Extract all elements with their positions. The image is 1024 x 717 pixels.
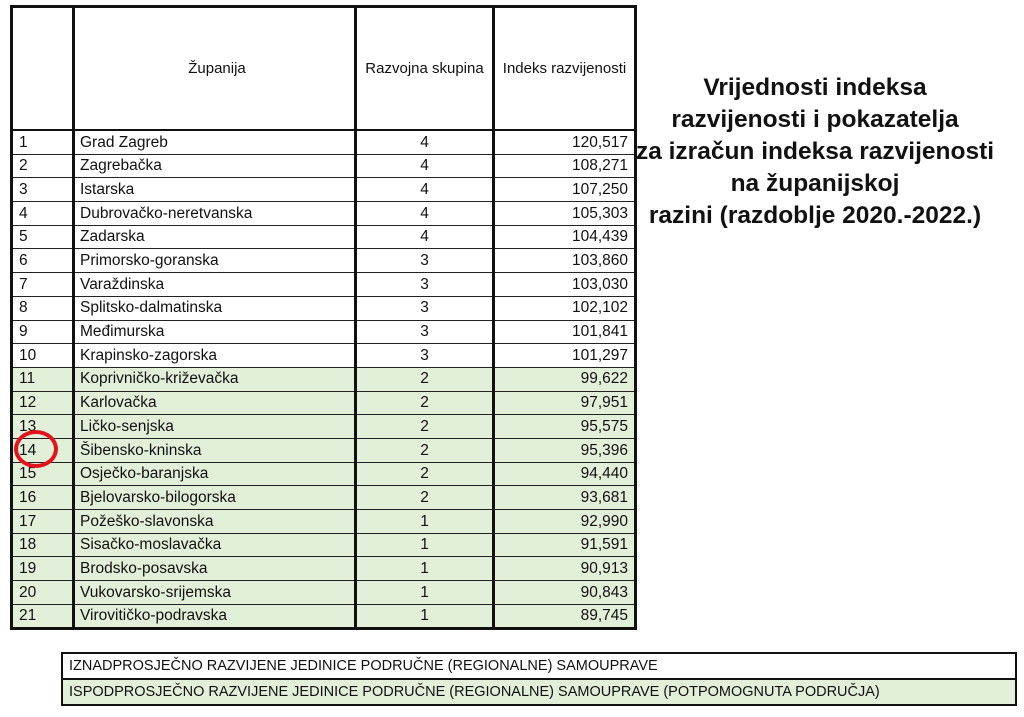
- county-name: Brodsko-posavska: [74, 557, 356, 581]
- county-name: Međimurska: [74, 320, 356, 344]
- development-group: 4: [356, 154, 494, 178]
- row-number: 20: [12, 581, 74, 605]
- county-name: Istarska: [74, 178, 356, 202]
- development-index: 93,681: [494, 486, 636, 510]
- title-line: razini (razdoblje 2020.-2022.): [648, 202, 982, 229]
- development-index-table: [10, 5, 637, 630]
- county-name: Zadarska: [74, 225, 356, 249]
- development-group: 2: [356, 391, 494, 415]
- row-number: 16: [12, 486, 74, 510]
- development-group: 2: [356, 367, 494, 391]
- row-number: 13: [12, 415, 74, 439]
- table-row: [12, 273, 636, 297]
- development-index: 95,396: [494, 438, 636, 462]
- development-group: 1: [356, 533, 494, 557]
- county-name: Dubrovačko-neretvanska: [74, 202, 356, 226]
- header-number: [12, 7, 74, 131]
- county-name: Primorsko-goranska: [74, 249, 356, 273]
- development-group: 1: [356, 581, 494, 605]
- table-row: [12, 486, 636, 510]
- county-name: Bjelovarsko-bilogorska: [74, 486, 356, 510]
- development-index: 105,303: [494, 202, 636, 226]
- development-group: 1: [356, 557, 494, 581]
- development-group: 4: [356, 178, 494, 202]
- table-row: [12, 391, 636, 415]
- county-name: Ličko-senjska: [74, 415, 356, 439]
- row-number: 2: [12, 154, 74, 178]
- county-name: Varaždinska: [74, 273, 356, 297]
- table-row: [12, 367, 636, 391]
- county-name: Splitsko-dalmatinska: [74, 296, 356, 320]
- table-row: [12, 320, 636, 344]
- row-number: 7: [12, 273, 74, 297]
- development-group: 1: [356, 604, 494, 629]
- table-row: [12, 462, 636, 486]
- development-index: 108,271: [494, 154, 636, 178]
- county-name: Krapinsko-zagorska: [74, 344, 356, 368]
- county-name: Sisačko-moslavačka: [74, 533, 356, 557]
- table-row: [12, 154, 636, 178]
- development-group: 3: [356, 296, 494, 320]
- table-row: [12, 415, 636, 439]
- row-number: 15: [12, 462, 74, 486]
- page-title: [612, 72, 1018, 232]
- legend-box: [61, 652, 1017, 706]
- development-index: 101,297: [494, 344, 636, 368]
- development-group: 2: [356, 462, 494, 486]
- development-group: 4: [356, 130, 494, 154]
- development-index: 91,591: [494, 533, 636, 557]
- county-name: Osječko-baranjska: [74, 462, 356, 486]
- table-header-row: [12, 7, 636, 131]
- development-index: 92,990: [494, 510, 636, 534]
- county-name: Koprivničko-križevačka: [74, 367, 356, 391]
- development-index: 89,745: [494, 604, 636, 629]
- row-number: 8: [12, 296, 74, 320]
- row-number: 21: [12, 604, 74, 629]
- development-index: 99,622: [494, 367, 636, 391]
- development-index: 103,860: [494, 249, 636, 273]
- row-number: 5: [12, 225, 74, 249]
- legend-above-average: IZNADPROSJEČNO RAZVIJENE JEDINICE PODRUČNE (REGIONALNE) SAMOUPRAVE: [69, 658, 658, 674]
- county-name: Karlovačka: [74, 391, 356, 415]
- development-index: 95,575: [494, 415, 636, 439]
- county-name: Vukovarsko-srijemska: [74, 581, 356, 605]
- row-number: 14: [12, 438, 74, 462]
- table-body: [12, 130, 636, 629]
- legend-below-average: ISPODPROSJEČNO RAZVIJENE JEDINICE PODRUČNE (REGIONALNE) SAMOUPRAVE (POTPOMOGNUTA PODRUČJA): [63, 678, 1015, 704]
- row-number: 19: [12, 557, 74, 581]
- header-development-group: Razvojna skupina: [356, 7, 494, 131]
- header-county: Županija: [74, 7, 356, 131]
- development-index: 90,843: [494, 581, 636, 605]
- development-index: 120,517: [494, 130, 636, 154]
- development-group: 2: [356, 438, 494, 462]
- development-index: 101,841: [494, 320, 636, 344]
- header-development-index: Indeks razvijenosti: [494, 7, 636, 131]
- development-index: 102,102: [494, 296, 636, 320]
- title-line: Vrijednosti indeksa: [703, 74, 927, 101]
- row-number: 1: [12, 130, 74, 154]
- development-index: 97,951: [494, 391, 636, 415]
- table-row: [12, 344, 636, 368]
- row-number: 3: [12, 178, 74, 202]
- table-row: [12, 225, 636, 249]
- development-group: 3: [356, 344, 494, 368]
- development-group: 2: [356, 486, 494, 510]
- development-group: 4: [356, 202, 494, 226]
- table-row: [12, 438, 636, 462]
- development-index: 107,250: [494, 178, 636, 202]
- county-name: Virovitičko-podravska: [74, 604, 356, 629]
- row-number: 12: [12, 391, 74, 415]
- development-group: 1: [356, 510, 494, 534]
- development-group: 3: [356, 320, 494, 344]
- row-number: 9: [12, 320, 74, 344]
- table-row: [12, 510, 636, 534]
- row-number: 17: [12, 510, 74, 534]
- title-line: za izračun indeksa razvijenosti: [635, 138, 995, 165]
- development-group: 3: [356, 249, 494, 273]
- county-name: Zagrebačka: [74, 154, 356, 178]
- table-row: [12, 178, 636, 202]
- development-group: 3: [356, 273, 494, 297]
- development-index: 94,440: [494, 462, 636, 486]
- development-group: 4: [356, 225, 494, 249]
- table-row: [12, 533, 636, 557]
- title-line: razvijenosti i pokazatelja: [671, 106, 959, 133]
- row-number: 11: [12, 367, 74, 391]
- row-number: 18: [12, 533, 74, 557]
- county-name: Grad Zagreb: [74, 130, 356, 154]
- table-row: [12, 202, 636, 226]
- table-row: [12, 130, 636, 154]
- table-row: [12, 604, 636, 629]
- table-row: [12, 557, 636, 581]
- row-number: 6: [12, 249, 74, 273]
- development-group: 2: [356, 415, 494, 439]
- row-number: 10: [12, 344, 74, 368]
- county-name: Požeško-slavonska: [74, 510, 356, 534]
- title-line: na županijskoj: [730, 170, 900, 197]
- table-row: [12, 581, 636, 605]
- development-index: 103,030: [494, 273, 636, 297]
- development-index: 90,913: [494, 557, 636, 581]
- development-index: 104,439: [494, 225, 636, 249]
- table-row: [12, 249, 636, 273]
- row-number: 4: [12, 202, 74, 226]
- county-name: Šibensko-kninska: [74, 438, 356, 462]
- table-row: [12, 296, 636, 320]
- highlight-circle: [14, 430, 58, 468]
